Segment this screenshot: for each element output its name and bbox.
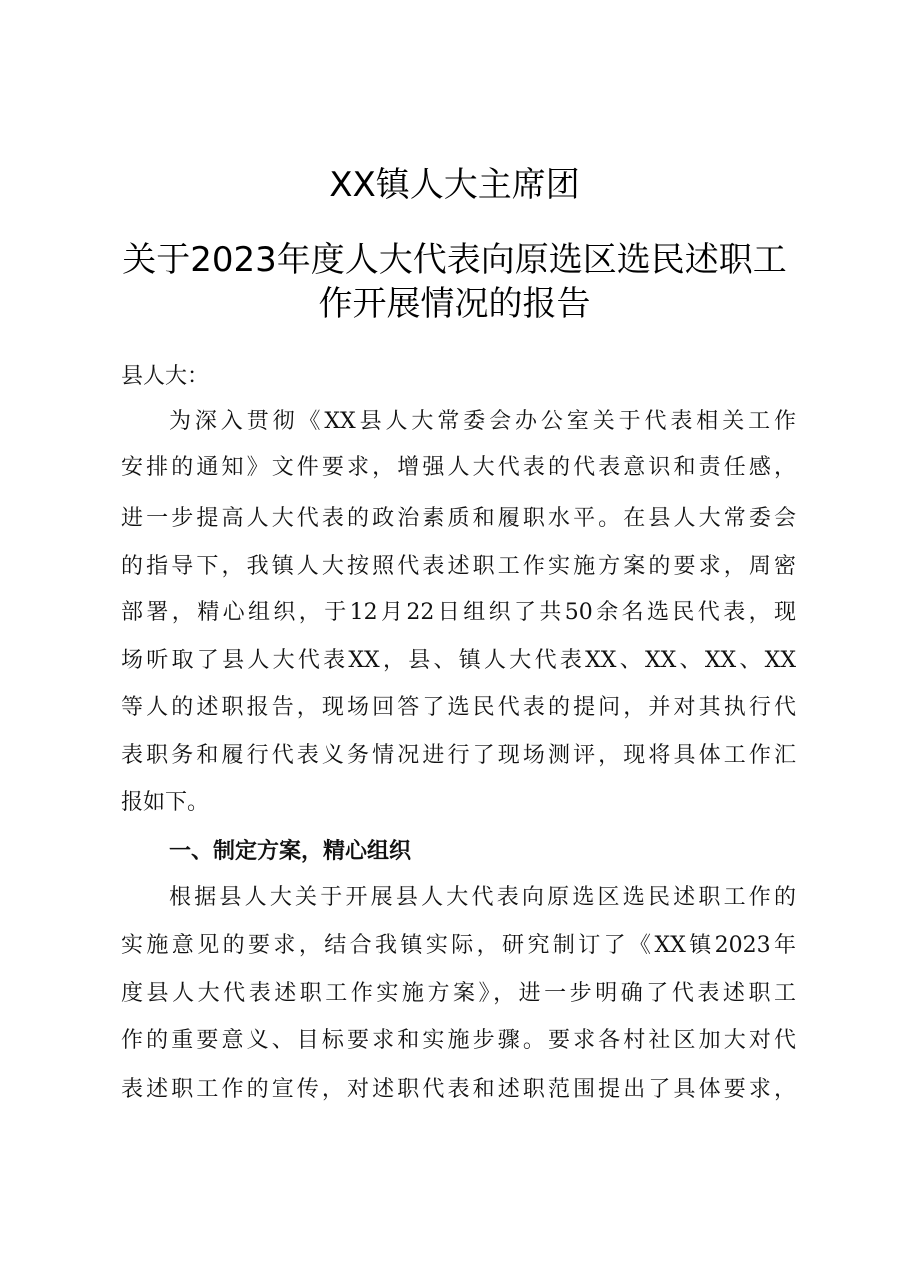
paragraph-line: 为深入贯彻《XX县人大常委会办公室关于代表相关工作 <box>169 409 796 434</box>
document-title-line-1: XX镇人大主席团 <box>329 165 580 205</box>
paragraph-line: 表述职工作的宣传，对述职代表和述职范围提出了具体要求， <box>121 1077 796 1102</box>
section-heading: 一、制定方案，精心组织 <box>169 839 412 864</box>
paragraph-line: 报如下。 <box>121 790 210 815</box>
document-title-line-3: 作开展情况的报告 <box>318 284 591 324</box>
paragraph-line: 安排的通知》文件要求，增强人大代表的代表意识和责任感， <box>121 455 796 480</box>
paragraph-line: 进一步提高人大代表的政治素质和履职水平。在县人大常委会 <box>121 506 796 531</box>
paragraph-line: 度县人大代表述职工作实施方案》，进一步明确了代表述职工 <box>121 981 796 1006</box>
paragraph-line: 的指导下，我镇人大按照代表述职工作实施方案的要求，周密 <box>121 554 796 579</box>
paragraph-line: 表职务和履行代表义务情况进行了现场测评，现将具体工作汇 <box>121 743 796 768</box>
paragraph-line: 作的重要意义、目标要求和实施步骤。要求各村社区加大对代 <box>121 1028 796 1053</box>
salutation: 县人大： <box>121 364 210 389</box>
paragraph-line: 场听取了县人大代表XX，县、镇人大代表XX、XX、XX、XX <box>121 648 796 673</box>
paragraph-line: 部署，精心组织，于12月22日组织了共50余名选民代表，现 <box>121 600 796 625</box>
paragraph-line: 根据县人大关于开展县人大代表向原选区选民述职工作的 <box>169 885 796 910</box>
paragraph-line: 实施意见的要求，结合我镇实际，研究制订了《XX镇2023年 <box>121 933 796 958</box>
document-title-line-2: 关于2023年度人大代表向原选区选民述职工 <box>122 240 787 280</box>
paragraph-line: 等人的述职报告，现场回答了选民代表的提问，并对其执行代 <box>121 695 796 720</box>
